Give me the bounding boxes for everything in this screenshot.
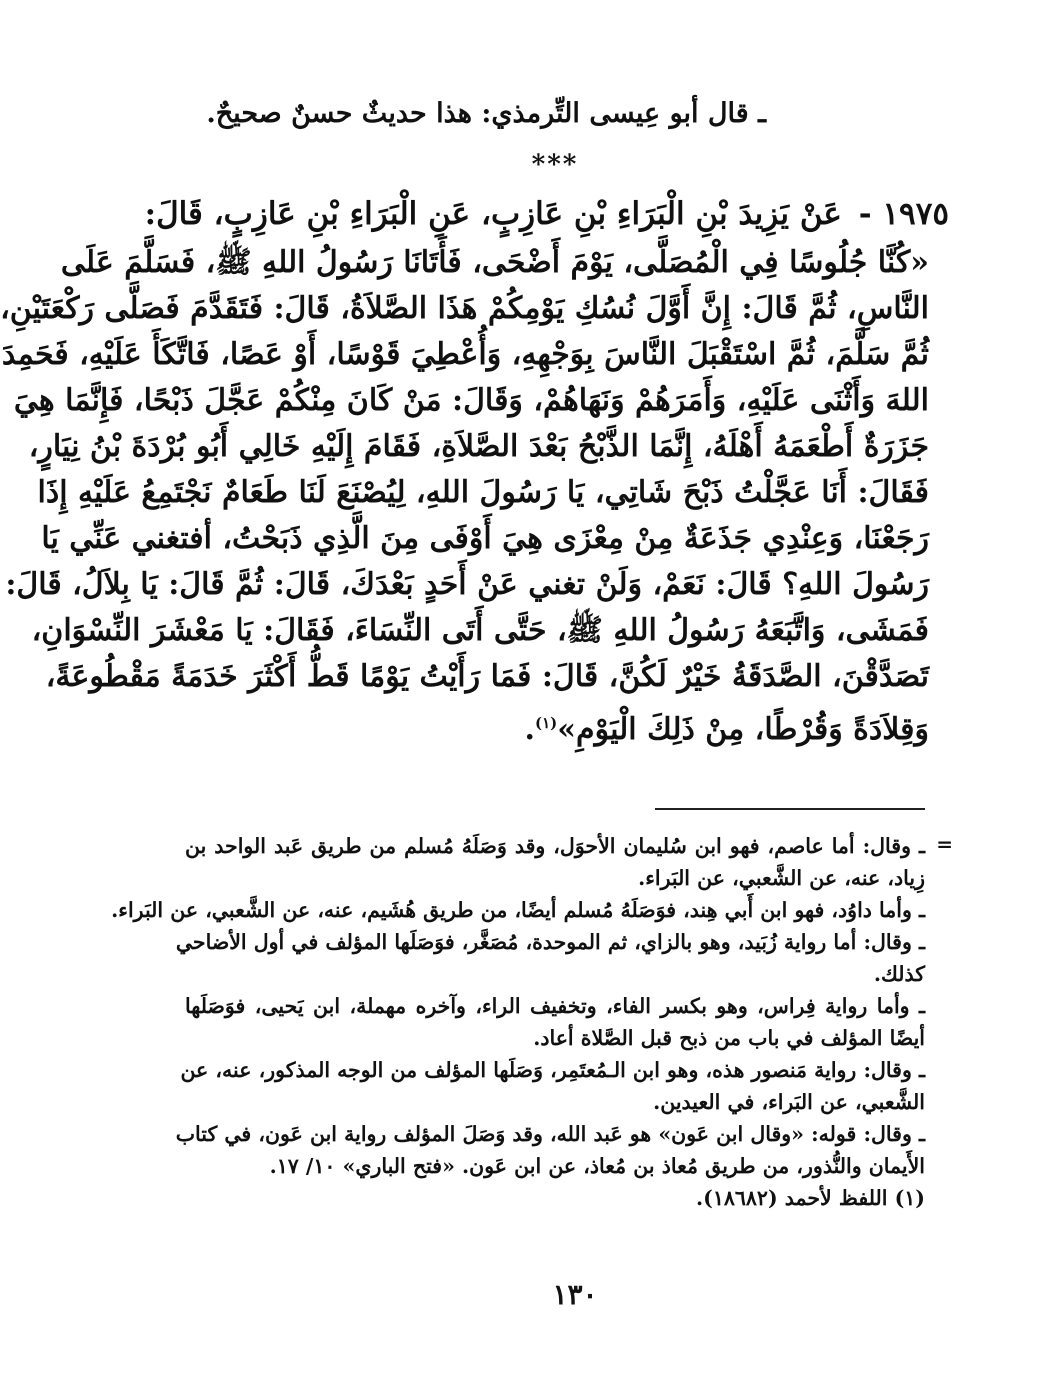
footnote-reference: (١) xyxy=(535,714,558,732)
hadith-line: ثُمَّ سَلَّمَ، ثُمَّ اسْتَقْبَلَ النَّاسَ بِوَجْهِهِ، وَأُعْطِيَ قَوْسًا، أَوْ عَصًا، فَاتَّكَأَ عَلَيْهِ، فَحَمِدَ xyxy=(1,337,929,372)
hadith-line: جَزَرَةٌ أَطْعَمَهُ أَهْلَهُ، إِنَّمَا الذَّبْحُ بَعْدَ الصَّلاَةِ، فَقَامَ إِلَيْهِ خَالِي أَبُو بُرْدَةَ بْنُ نِيَارٍ، xyxy=(28,429,929,464)
footnotes xyxy=(111,830,925,1230)
footnote-line: ـ وقال: أما رواية زُبَيد، وهو بالزاي، ثم الموحدة، مُصَغَّر، فوَصَلَها المؤلف في أول الأضاحي xyxy=(175,930,925,954)
footnote-line: ـ وأما داوُد، فهو ابن أَبي هِند، فوَصَلَهُ مُسلم أيضًا، من طريق هُشَيم، عنه، عن الشَّعبي، عن البَراء. xyxy=(111,898,925,922)
hadith-line: فَمَشَى، وَاتَّبَعَهُ رَسُولُ اللهِ ﷺ، حَتَّى أَتَى النِّسَاءَ، فَقَالَ: يَا مَعْشَرَ النِّسْوَانِ، xyxy=(31,613,929,648)
footnote-line: زِياد، عنه، عن الشَّعبي، عن البَراء. xyxy=(638,866,925,890)
tirmidhi-grading: ـ قال أبو عِيسى التِّرمذي: هذا حديثٌ حسنٌ صحيحٌ. xyxy=(206,98,766,129)
continuation-mark: = xyxy=(936,832,953,856)
footnote-divider xyxy=(655,808,925,810)
hadith-line: اللهَ وَأَثْنَى عَلَيْهِ، وَأَمَرَهُمْ وَنَهَاهُمْ، وَقَالَ: مَنْ كَانَ مِنْكُمْ عَجَّلَ ذَبْحًا، فَإِنَّمَا هِيَ xyxy=(13,383,929,418)
hadith-line: رَسُولَ اللهِ؟ قَالَ: نَعَمْ، وَلَنْ تغني عَنْ أَحَدٍ بَعْدَكَ، قَالَ: ثُمَّ قَالَ: يَا بِلاَلُ، قَالَ: xyxy=(5,567,929,602)
hadith-number: ١٩٧٥ - xyxy=(858,196,949,232)
footnote-line: ـ وقال: أما عاصم، فهو ابن سُليمان الأحوَل، وقد وَصَلَهُ مُسلم من طريق عَبد الواحد بن xyxy=(185,834,925,858)
end-mark: . xyxy=(524,712,535,747)
footnote-line: ـ وأما رواية فِراس، وهو بكسر الفاء، وتخفيف الراء، وآخره مهملة، ابن يَحيى، فوَصَلَها xyxy=(185,994,925,1018)
footnote-line: أيضًا المؤلف في باب من ذبح قبل الصَّلاة أعاد. xyxy=(533,1026,925,1050)
hadith-line: النَّاسِ، ثُمَّ قَالَ: إِنَّ أَوَّلَ نُسُكِ يَوْمِكُمْ هَذَا الصَّلاَةُ، قَالَ: فَتَقَدَّمَ فَصَلَّى رَكْعَتَيْنِ، xyxy=(0,291,929,326)
footnote-line: كذلك. xyxy=(873,962,925,986)
footnote-line: ـ وقال: رواية مَنصور هذه، وهو ابن الـمُعتَمِر، وَصَلَها المؤلف من الوجه المذكور، عنه، عن xyxy=(180,1058,925,1082)
footnote-line: (١) اللفظ لأحمد (١٨٦٨٢). xyxy=(696,1186,925,1210)
hadith-last-line-text: وَقِلاَدَةً وَقُرْطًا، مِنْ ذَلِكَ الْيَوْمِ» xyxy=(557,712,929,747)
hadith-line: رَجَعْنَا، وَعِنْدِي جَذَعَةٌ مِنْ مِعْزَى هِيَ أَوْفَى مِنَ الَّذِي ذَبَحْتُ، أفتغني عَنِّي يَا xyxy=(41,521,929,556)
section-separator: *** xyxy=(531,150,579,180)
hadith-heading xyxy=(144,196,949,232)
footnote-line: الشَّعبي، عن البَراء، في العيدين. xyxy=(653,1090,925,1114)
hadith-line: تَصَدَّقْنَ، الصَّدَقَةُ خَيْرٌ لَكُنَّ، قَالَ: فَمَا رَأَيْتُ يَوْمًا قَطُّ أَكْثَرَ خَدَمَةً مَقْطُوعَةً، xyxy=(45,659,929,694)
page-number: ١٣٠ xyxy=(552,1278,598,1311)
hadith-body xyxy=(0,240,929,760)
hadith-line: «كُنَّا جُلُوسًا فِي الْمُصَلَّى، يَوْمَ أَضْحَى، فَأَتَانَا رَسُولُ اللهِ ﷺ، فَسَلَّمَ عَلَى xyxy=(60,245,929,280)
hadith-line: فَقَالَ: أَنَا عَجَّلْتُ ذَبْحَ شَاتِي، يَا رَسُولَ اللهِ، لِيُصْنَعَ لَنَا طَعَامٌ نَجْتَمِعُ عَلَيْهِ إِذَا xyxy=(37,475,929,510)
footnote-line: الأَيمان والنُّذور، من طريق مُعاذ بن مُعاذ، عن ابن عَون. «فتح الباري» ١٠/ ١٧. xyxy=(269,1154,925,1178)
hadith-chain: عَنْ يَزِيدَ بْنِ الْبَرَاءِ بْنِ عَازِبٍ، عَنِ الْبَرَاءِ بْنِ عَازِبٍ، قَالَ: xyxy=(144,196,842,232)
footnote-line: ـ وقال: قوله: «وقال ابن عَون» هو عَبد الله، وقد وَصَلَ المؤلف رواية ابن عَون، في كتاب xyxy=(175,1122,925,1146)
hadith-last-line xyxy=(185,700,929,746)
